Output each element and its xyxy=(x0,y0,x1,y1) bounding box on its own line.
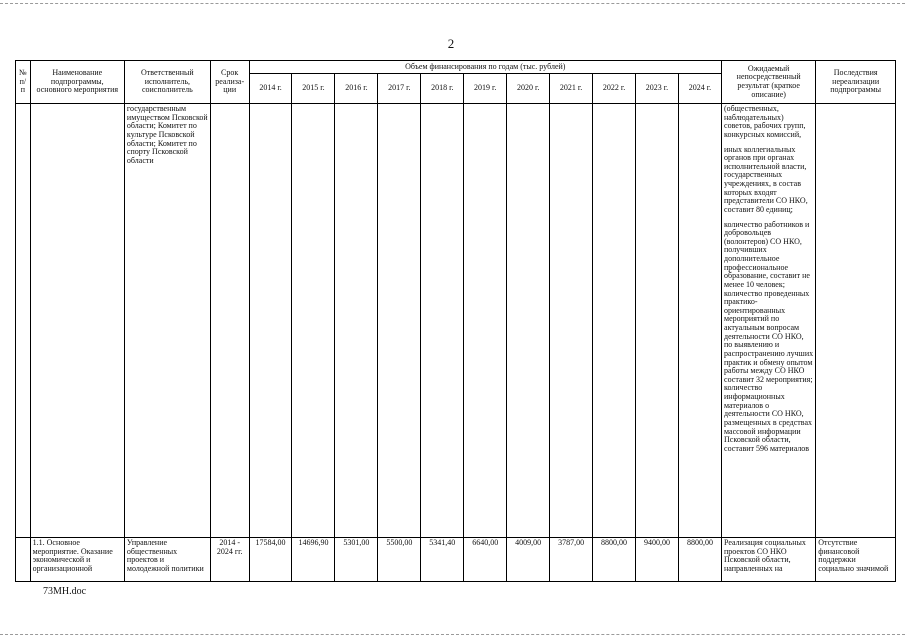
cell-amount xyxy=(378,104,421,538)
result-item: (общественных, наблюдательных) советов, рабочих групп, конкурсных комиссий, xyxy=(724,104,806,139)
cell-amount xyxy=(292,104,335,538)
cell-amount: 17584,00 xyxy=(249,538,292,582)
header-num: № п/п xyxy=(16,61,31,104)
year-header: 2017 г. xyxy=(378,74,421,104)
year-header: 2014 г. xyxy=(249,74,292,104)
scan-edge-top xyxy=(0,3,905,4)
table-row xyxy=(16,538,896,582)
cell-amount: 5500,00 xyxy=(378,538,421,582)
cell-name xyxy=(30,104,124,538)
cell-amount xyxy=(249,104,292,538)
cell-amount xyxy=(593,104,636,538)
cell-amount xyxy=(678,104,721,538)
header-name: Наименование подпрограммы, основного мероприятия xyxy=(30,61,124,104)
scan-edge-bottom xyxy=(0,634,905,635)
cell-term xyxy=(210,104,249,538)
cell-amount xyxy=(421,104,464,538)
header-term: Срок реализа-ции xyxy=(210,61,249,104)
header-row xyxy=(16,61,896,74)
cell-num xyxy=(16,104,31,538)
cell-amount xyxy=(550,104,593,538)
cell-amount: 8800,00 xyxy=(678,538,721,582)
year-header: 2016 г. xyxy=(335,74,378,104)
cell-amount: 6640,00 xyxy=(464,538,507,582)
header-responsible: Ответственный исполнитель, соисполнитель xyxy=(124,61,210,104)
header-result: Ожидаемый непосредственный результат (краткое описание) xyxy=(722,61,816,104)
year-header: 2022 г. xyxy=(593,74,636,104)
program-table xyxy=(15,60,896,582)
cell-result xyxy=(722,104,816,538)
cell-amount: 4009,00 xyxy=(507,538,550,582)
year-header: 2018 г. xyxy=(421,74,464,104)
result-item: иных коллегиальных органов при органах исполнительной власти, государственных учреждениях, в состав которых входят представители СО НКО, составит 80 единиц; xyxy=(724,144,808,214)
cell-amount xyxy=(507,104,550,538)
document-filename: 73МН.doc xyxy=(43,586,87,597)
cell-name: 1.1. Основное мероприятие. Оказание экономической и организационной xyxy=(30,538,124,582)
year-header: 2020 г. xyxy=(507,74,550,104)
result-item: количество работников и добровольцев (волонтеров) СО НКО, получивших дополнительное профессиональное образование, составит не менее 10 человек; количество проведенных практико-ориентированных мероприятий по актуальным вопросам деятельности СО НКО, по выявлению и распространению лучших практик и обмену опытом работы между СО НКО составит 32 мероприятия; количество информационных материалов о деятельности СО НКО, размещенных в средствах массовой информации Псковской области, составит 596 материалов xyxy=(724,219,814,453)
cell-amount xyxy=(635,104,678,538)
cell-amount: 5301,00 xyxy=(335,538,378,582)
cell-num xyxy=(16,538,31,582)
cell-amount: 5341,40 xyxy=(421,538,464,582)
cell-amount: 3787,00 xyxy=(550,538,593,582)
header-consequences: Последствия нереализации подпрограммы xyxy=(816,61,896,104)
cell-amount: 14696,90 xyxy=(292,538,335,582)
table-row xyxy=(16,104,896,538)
year-header: 2023 г. xyxy=(635,74,678,104)
year-header: 2015 г. xyxy=(292,74,335,104)
year-header: 2021 г. xyxy=(550,74,593,104)
year-header: 2019 г. xyxy=(464,74,507,104)
cell-consequences: Отсутствие финансовой поддержки социально значимой xyxy=(816,538,896,582)
year-header: 2024 г. xyxy=(678,74,721,104)
cell-term: 2014 - 2024 гг. xyxy=(210,538,249,582)
cell-responsible: государственным имуществом Псковской области; Комитет по культуре Псковской области; Комитет по спорту Псковской области xyxy=(124,104,210,538)
cell-amount: 9400,00 xyxy=(635,538,678,582)
cell-amount xyxy=(335,104,378,538)
cell-consequences xyxy=(816,104,896,538)
cell-responsible: Управление общественных проектов и молодежной политики xyxy=(124,538,210,582)
cell-amount xyxy=(464,104,507,538)
cell-amount: 8800,00 xyxy=(593,538,636,582)
page-number: 2 xyxy=(447,36,455,51)
cell-result: Реализация социальных проектов СО НКО Псковской области, направленных на xyxy=(722,538,816,582)
header-funding: Объем финансирования по годам (тыс. рублей) xyxy=(249,61,721,74)
